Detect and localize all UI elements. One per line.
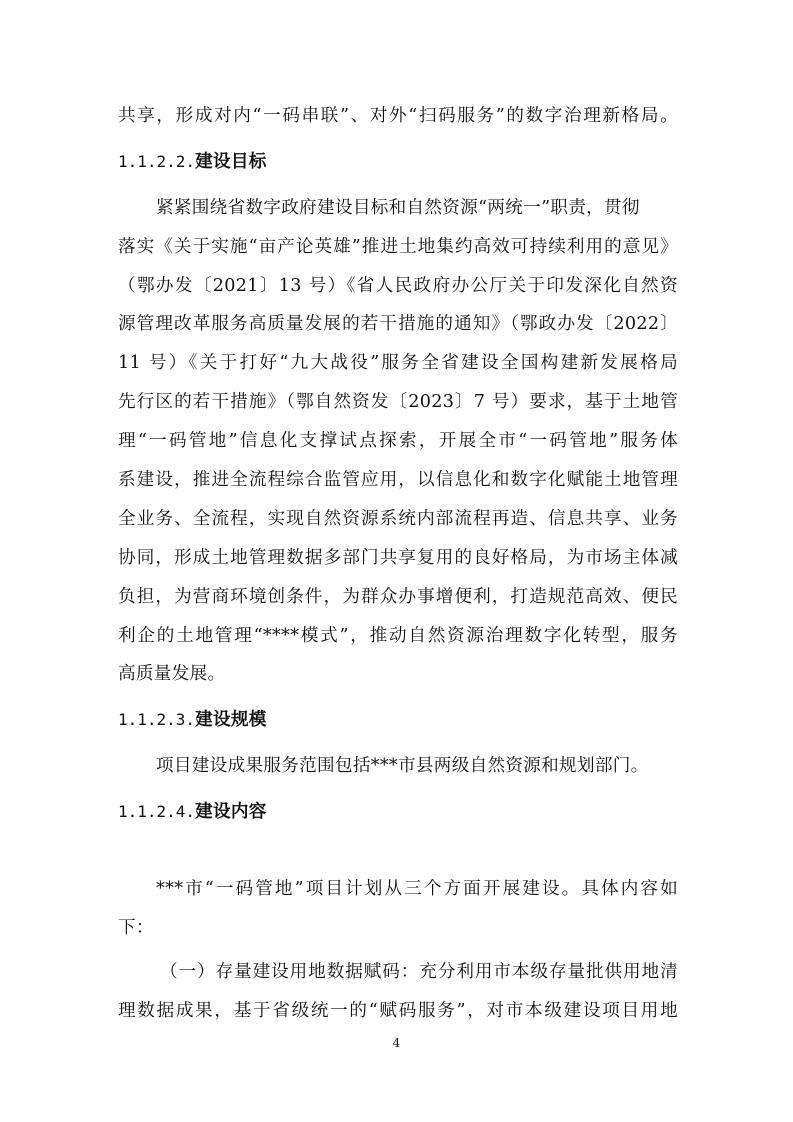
section-heading-content	[118, 800, 267, 824]
paragraph-line: 项目建设成果服务范围包括***市县两级自然资源和规划部门。	[156, 756, 649, 776]
paragraph-line: 理数据成果，基于省级统一的“赋码服务”，对市本级建设项目用地	[118, 1001, 678, 1021]
paragraph-line: （鄂办发〔2021〕13 号）《省人民政府办公厅关于印发深化自然资	[118, 276, 678, 296]
paragraph-line: 高质量发展。	[118, 664, 226, 684]
section-title: 建设内容	[195, 801, 267, 822]
paragraph-line: 全业务、全流程，实现自然资源系统内部流程再造、信息共享、业务	[118, 509, 678, 529]
paragraph-line: 11 号）《关于打好“九大战役”服务全省建设全国构建新发展格局	[118, 353, 678, 373]
paragraph-line: 理“一码管地”信息化支撑试点探索，开展全市“一码管地”服务体	[118, 431, 678, 451]
section-heading-scale	[118, 708, 267, 732]
paragraph-line: 下：	[118, 918, 154, 938]
paragraph-line: 负担，为营商环境创条件，为群众办事增便利，打造规范高效、便民	[118, 587, 678, 607]
section-heading-goal	[118, 150, 267, 174]
paragraph-line: 利企的土地管理“****模式”，推动自然资源治理数字化转型，服务	[118, 626, 678, 646]
paragraph-line: 共享，形成对内“一码串联”、对外“扫码服务”的数字治理新格局。	[118, 106, 678, 126]
section-title: 建设目标	[195, 151, 267, 172]
section-title: 建设规模	[195, 709, 267, 730]
paragraph-line: （一）存量建设用地数据赋码：充分利用市本级存量批供用地清	[160, 962, 678, 982]
paragraph-line: 落实《关于实施“亩产论英雄”推进土地集约高效可持续利用的意见》	[118, 237, 678, 257]
paragraph-line: 紧紧围绕省数字政府建设目标和自然资源“两统一”职责，贯彻	[156, 198, 640, 218]
paragraph-line: 先行区的若干措施》（鄂自然资发〔2023〕7 号）要求，基于土地管	[118, 392, 678, 412]
paragraph-line: 协同，形成土地管理数据多部门共享复用的良好格局，为市场主体减	[118, 548, 678, 568]
section-number: 1.1.2.3.	[118, 710, 196, 729]
paragraph-line: 源管理改革服务高质量发展的若干措施的通知》（鄂政办发〔2022〕	[118, 314, 678, 334]
paragraph-line: 系建设，推进全流程综合监管应用，以信息化和数字化赋能土地管理	[118, 470, 678, 490]
section-number: 1.1.2.4.	[118, 802, 196, 821]
paragraph-line: ***市“一码管地”项目计划从三个方面开展建设。具体内容如	[156, 879, 678, 899]
section-number: 1.1.2.2.	[118, 152, 196, 171]
page-number: 4	[392, 1036, 401, 1050]
